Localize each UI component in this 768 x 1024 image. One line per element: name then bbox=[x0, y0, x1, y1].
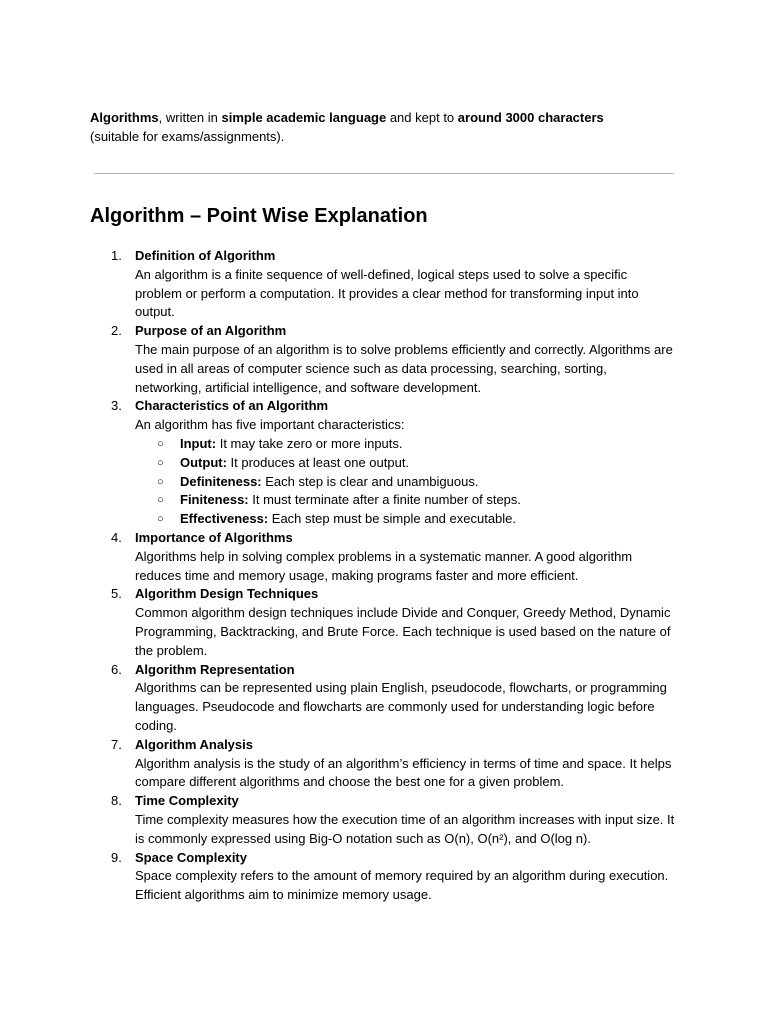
item-title: Algorithm Representation bbox=[135, 661, 295, 677]
item-body: Algorithms help in solving complex problems in a systematic manner. A good algorithm reduces time and memory usage, making programs faster and more efficient. bbox=[135, 548, 633, 583]
item-body: An algorithm is a finite sequence of well-defined, logical steps used to solve a specific problem or perform a computation. It provides a clear method for transforming input into output. bbox=[135, 266, 639, 320]
intro-bold-algorithms: Algorithms bbox=[90, 110, 159, 125]
list-item-importance bbox=[0, 529, 675, 585]
sublist-item-input bbox=[135, 435, 675, 454]
sublist-label: Effectiveness: bbox=[180, 511, 269, 527]
item-body: An algorithm has five important characteristics: bbox=[135, 417, 405, 433]
sublist-text: Each step is clear and unambiguous. bbox=[261, 473, 479, 489]
circle-bullet-icon: ○ bbox=[157, 494, 164, 507]
list-item-time-complexity bbox=[0, 792, 675, 848]
point-list bbox=[0, 247, 768, 905]
circle-bullet-icon: ○ bbox=[157, 456, 164, 469]
item-body: Space complexity refers to the amount of memory required by an algorithm during execution. Efficient algorithms aim to minimize memory usage. bbox=[135, 868, 669, 903]
item-title: Characteristics of an Algorithm bbox=[135, 398, 329, 414]
intro-text-1: , written in bbox=[158, 110, 222, 125]
list-item-design-techniques bbox=[0, 585, 675, 660]
item-number: 2. bbox=[111, 323, 122, 339]
sublist-item-output bbox=[135, 454, 675, 473]
item-number: 1. bbox=[111, 248, 122, 263]
sublist-item-finiteness bbox=[135, 491, 675, 510]
item-body: The main purpose of an algorithm is to solve problems efficiently and correctly. Algorithms are used in all areas of computer science such as data processing, searching, sorting, networking, artificial intelligence, and software development. bbox=[135, 341, 673, 395]
sublist-text: It must terminate after a finite number of steps. bbox=[248, 492, 522, 508]
circle-bullet-icon: ○ bbox=[157, 437, 164, 450]
sublist-text: It may take zero or more inputs. bbox=[216, 435, 403, 451]
characteristics-sublist bbox=[135, 435, 675, 529]
item-number: 8. bbox=[111, 793, 122, 809]
sublist-text: Each step must be simple and executable. bbox=[268, 511, 517, 527]
intro-bold-length: around 3000 characters bbox=[457, 110, 604, 125]
list-item-purpose bbox=[0, 322, 675, 397]
intro-text-2: and kept to bbox=[386, 110, 458, 125]
item-title: Space Complexity bbox=[135, 849, 247, 865]
page-title: Algorithm – Point Wise Explanation bbox=[90, 205, 428, 227]
list-item-characteristics bbox=[0, 397, 675, 529]
item-title: Algorithm Analysis bbox=[135, 736, 253, 752]
sublist-label: Output: bbox=[180, 454, 227, 470]
item-number: 3. bbox=[111, 398, 122, 414]
item-title: Purpose of an Algorithm bbox=[135, 323, 287, 339]
item-number: 9. bbox=[111, 849, 122, 865]
item-title: Time Complexity bbox=[135, 793, 239, 809]
list-item-definition bbox=[0, 247, 675, 322]
list-item-representation bbox=[0, 661, 675, 736]
item-body: Time complexity measures how the execution time of an algorithm increases with input size. It is commonly expressed using Big-O notation such as O(n), O(n²), and O(log n). bbox=[135, 811, 675, 846]
list-item-analysis bbox=[0, 736, 675, 792]
sublist-label: Input: bbox=[180, 435, 217, 451]
horizontal-divider bbox=[94, 173, 674, 174]
intro-bold-language: simple academic language bbox=[221, 110, 387, 125]
sublist-item-definiteness bbox=[135, 473, 675, 492]
sublist-label: Finiteness: bbox=[180, 492, 249, 508]
circle-bullet-icon: ○ bbox=[157, 513, 164, 526]
item-body: Common algorithm design techniques include Divide and Conquer, Greedy Method, Dynamic Programming, Backtracking, and Brute Force. Each technique is used based on the nature of the problem. bbox=[135, 605, 671, 658]
sublist-text: It produces at least one output. bbox=[226, 454, 410, 470]
intro-paragraph bbox=[90, 108, 690, 146]
sublist-label: Definiteness: bbox=[180, 473, 262, 489]
list-item-space-complexity bbox=[0, 849, 675, 905]
item-number: 7. bbox=[111, 736, 122, 752]
item-number: 6. bbox=[111, 661, 122, 677]
item-title: Algorithm Design Techniques bbox=[135, 586, 319, 602]
item-number: 4. bbox=[111, 529, 122, 545]
item-body: Algorithms can be represented using plain English, pseudocode, flowcharts, or programming languages. Pseudocode and flowcharts are commonly used for understanding logic before coding. bbox=[135, 680, 667, 733]
item-number: 5. bbox=[111, 586, 122, 602]
intro-text-3: (suitable for exams/assignments). bbox=[90, 129, 285, 144]
item-title: Definition of Algorithm bbox=[135, 248, 276, 263]
circle-bullet-icon: ○ bbox=[157, 475, 164, 488]
item-title: Importance of Algorithms bbox=[135, 529, 293, 545]
sublist-item-effectiveness bbox=[135, 510, 675, 529]
item-body: Algorithm analysis is the study of an algorithm’s efficiency in terms of time and space. It helps compare different algorithms and choose the best one for a given problem. bbox=[135, 755, 672, 790]
